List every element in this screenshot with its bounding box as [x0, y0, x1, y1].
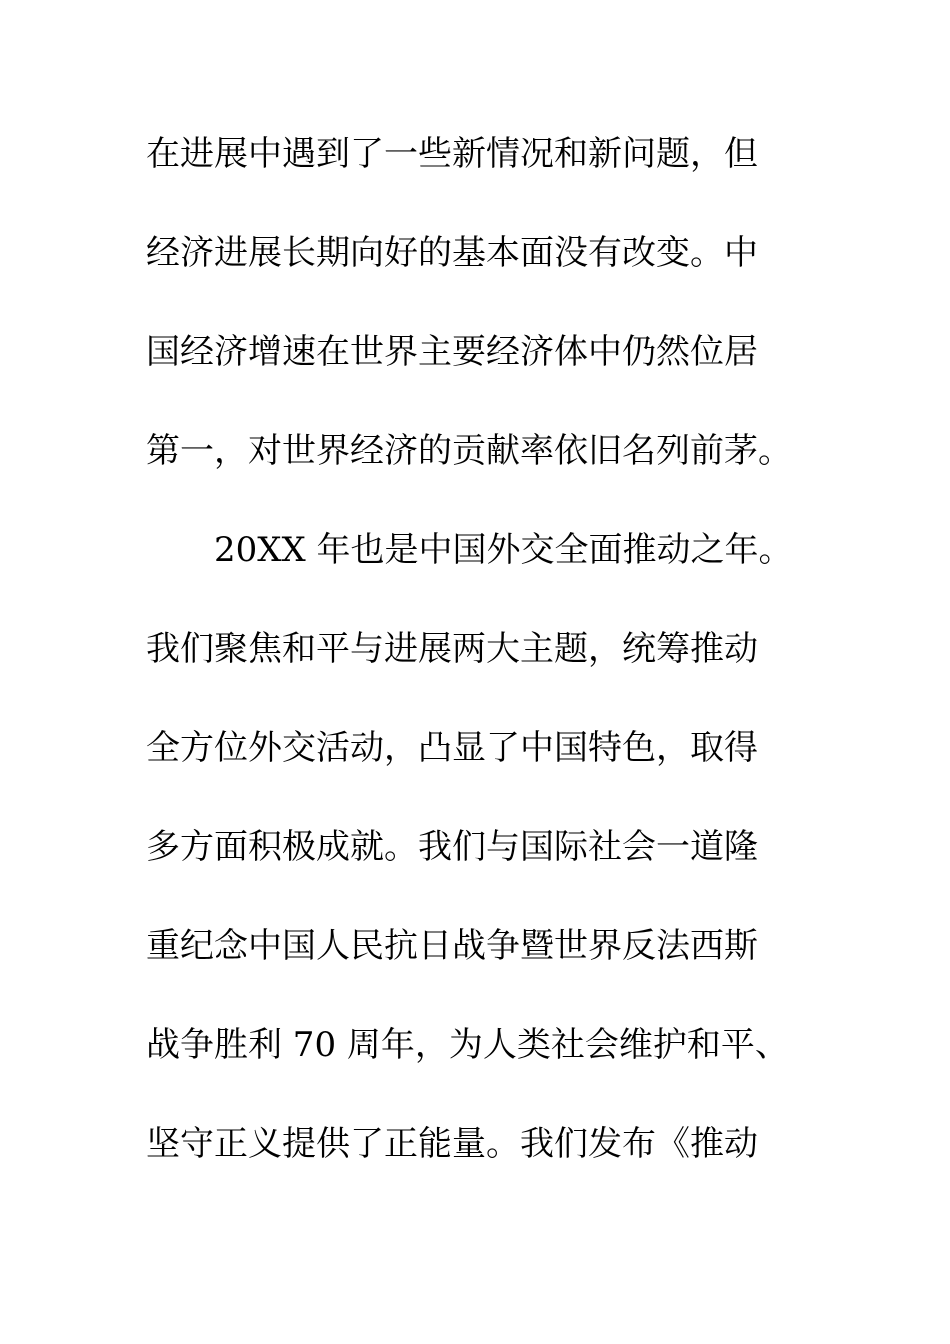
- text-line: 全方位外交活动，凸显了中国特色，取得: [146, 728, 758, 768]
- text-line: 第一，对世界经济的贡献率依旧名列前茅。: [146, 431, 792, 471]
- text-line: 经济进展长期向好的基本面没有改变。中: [146, 233, 758, 273]
- text-line: 战争胜利 70 周年，为人类社会维护和平、: [146, 1025, 789, 1065]
- body-text: [146, 124, 793, 1213]
- text-line: 我们聚焦和平与进展两大主题，统筹推动: [146, 629, 758, 669]
- text-line: 多方面积极成就。我们与国际社会一道隆: [146, 827, 758, 867]
- text-line: 在进展中遇到了一些新情况和新问题，但: [146, 134, 758, 174]
- paragraph-start-line: 20XX 年也是中国外交全面推动之年。: [214, 530, 793, 570]
- text-line: 坚守正义提供了正能量。我们发布《推动: [146, 1124, 758, 1164]
- text-line: 国经济增速在世界主要经济体中仍然位居: [146, 332, 758, 372]
- text-line: 重纪念中国人民抗日战争暨世界反法西斯: [146, 926, 758, 966]
